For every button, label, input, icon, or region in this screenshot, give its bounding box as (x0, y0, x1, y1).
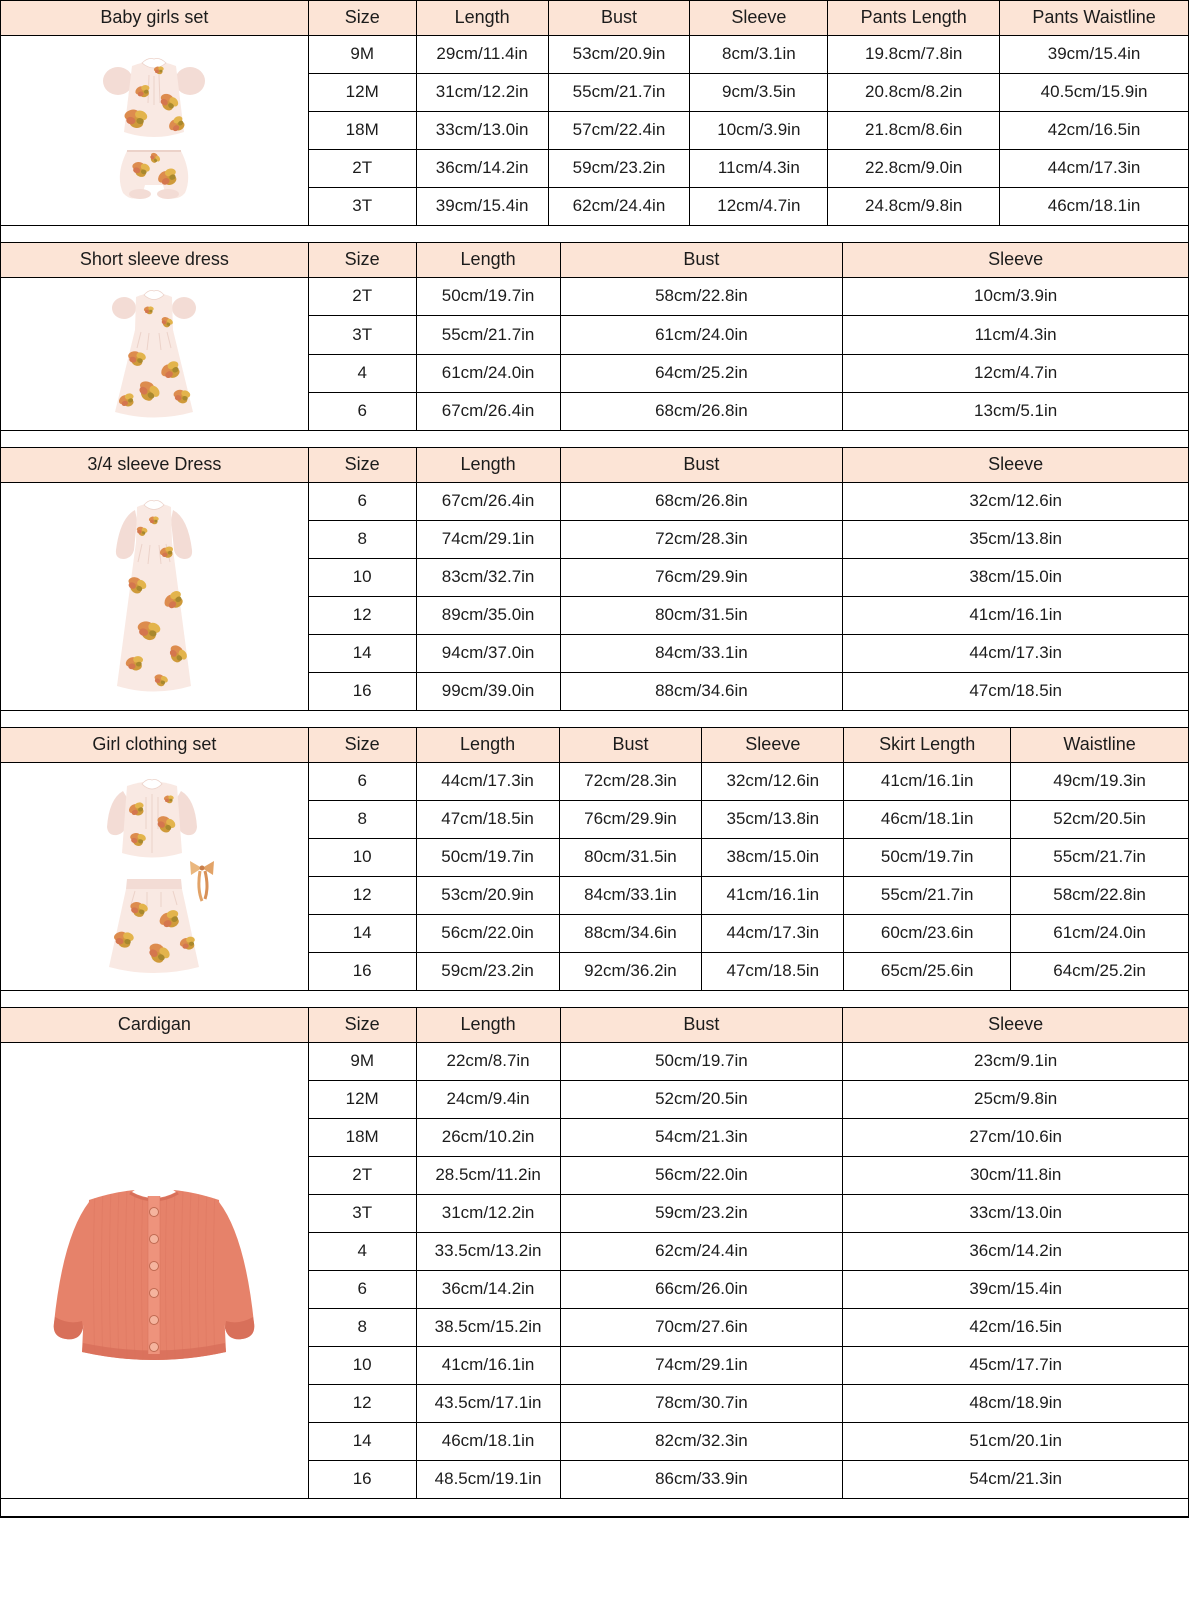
section-table-baby-girls-set (0, 0, 1189, 226)
table-cell: 14 (308, 915, 416, 953)
table-cell: 9M (308, 1043, 416, 1081)
section-table-three-quarter-sleeve-dress (0, 447, 1189, 711)
table-cell: 6 (308, 392, 416, 430)
table-cell: 89cm/35.0in (416, 597, 560, 635)
table-cell: 54cm/21.3in (560, 1119, 843, 1157)
table-cell: 6 (308, 483, 416, 521)
table-cell: 48.5cm/19.1in (416, 1461, 560, 1499)
table-cell: 12 (308, 877, 416, 915)
table-cell: 44cm/17.3in (843, 635, 1189, 673)
table-cell: 29cm/11.4in (416, 36, 548, 74)
table-cell: 10 (308, 1347, 416, 1385)
column-header-size: Size (308, 1008, 416, 1043)
table-cell: 59cm/23.2in (560, 1195, 843, 1233)
table-cell: 31cm/12.2in (416, 1195, 560, 1233)
table-cell: 55cm/21.7in (548, 74, 690, 112)
table-cell: 3T (308, 188, 416, 226)
table-cell: 86cm/33.9in (560, 1461, 843, 1499)
table-cell: 12M (308, 74, 416, 112)
table-cell: 46cm/18.1in (844, 801, 1011, 839)
table-cell: 44cm/17.3in (702, 915, 844, 953)
table-cell: 64cm/25.2in (560, 354, 843, 392)
column-header-sleeve: Sleeve (702, 728, 844, 763)
table-cell: 16 (308, 1461, 416, 1499)
table-cell: 14 (308, 635, 416, 673)
bottom-strip (0, 1499, 1189, 1518)
cardigan-photo (1, 1043, 309, 1499)
product-title-baby-girls-set: Baby girls set (1, 1, 309, 36)
table-cell: 62cm/24.4in (548, 188, 690, 226)
table-cell: 61cm/24.0in (560, 316, 843, 354)
table-cell: 55cm/21.7in (844, 877, 1011, 915)
table-cell: 74cm/29.1in (416, 521, 560, 559)
table-cell: 42cm/16.5in (1000, 112, 1189, 150)
table-cell: 47cm/18.5in (416, 801, 559, 839)
table-cell: 4 (308, 1233, 416, 1271)
column-header-length: Length (416, 243, 560, 278)
section-table-cardigan (0, 1007, 1189, 1499)
table-cell: 12 (308, 1385, 416, 1423)
table-cell: 8cm/3.1in (690, 36, 828, 74)
column-header-size: Size (308, 1, 416, 36)
table-cell: 8 (308, 801, 416, 839)
table-cell: 16 (308, 953, 416, 991)
section-table-girl-clothing-set (0, 727, 1189, 991)
column-header-size: Size (308, 448, 416, 483)
table-cell: 59cm/23.2in (416, 953, 559, 991)
table-cell: 46cm/18.1in (1000, 188, 1189, 226)
column-header-skirt-length: Skirt Length (844, 728, 1011, 763)
table-cell: 74cm/29.1in (560, 1347, 843, 1385)
table-cell: 35cm/13.8in (702, 801, 844, 839)
column-header-bust: Bust (548, 1, 690, 36)
table-cell: 83cm/32.7in (416, 559, 560, 597)
table-cell: 6 (308, 763, 416, 801)
table-cell: 50cm/19.7in (416, 839, 559, 877)
table-cell: 3T (308, 316, 416, 354)
table-cell: 11cm/4.3in (843, 316, 1189, 354)
table-cell: 44cm/17.3in (1000, 150, 1189, 188)
three-quarter-sleeve-dress-photo-svg (79, 490, 229, 704)
table-cell: 18M (308, 1119, 416, 1157)
table-cell: 11cm/4.3in (690, 150, 828, 188)
column-header-length: Length (416, 1008, 560, 1043)
table-cell: 57cm/22.4in (548, 112, 690, 150)
table-cell: 38cm/15.0in (843, 559, 1189, 597)
column-header-bust: Bust (559, 728, 702, 763)
table-cell: 55cm/21.7in (416, 316, 560, 354)
section-gap (0, 711, 1189, 727)
table-cell: 61cm/24.0in (1011, 915, 1189, 953)
table-cell: 9cm/3.5in (690, 74, 828, 112)
table-cell: 88cm/34.6in (559, 915, 702, 953)
table-cell: 18M (308, 112, 416, 150)
section-table-short-sleeve-dress (0, 242, 1189, 431)
table-cell: 84cm/33.1in (559, 877, 702, 915)
girl-clothing-set-photo (1, 763, 309, 991)
table-cell: 46cm/18.1in (416, 1423, 560, 1461)
table-cell: 14 (308, 1423, 416, 1461)
table-cell: 72cm/28.3in (559, 763, 702, 801)
product-title-cardigan: Cardigan (1, 1008, 309, 1043)
table-cell: 36cm/14.2in (843, 1233, 1189, 1271)
table-cell: 28.5cm/11.2in (416, 1157, 560, 1195)
table-cell: 41cm/16.1in (843, 597, 1189, 635)
table-cell: 16 (308, 673, 416, 711)
table-cell: 58cm/22.8in (560, 278, 843, 316)
table-cell: 12cm/4.7in (843, 354, 1189, 392)
column-header-length: Length (416, 728, 559, 763)
product-title-short-sleeve-dress: Short sleeve dress (1, 243, 309, 278)
table-cell: 23cm/9.1in (843, 1043, 1189, 1081)
table-cell: 32cm/12.6in (702, 763, 844, 801)
table-cell: 60cm/23.6in (844, 915, 1011, 953)
table-cell: 68cm/26.8in (560, 483, 843, 521)
table-cell: 56cm/22.0in (416, 915, 559, 953)
column-header-sleeve: Sleeve (843, 448, 1189, 483)
baby-girls-set-photo-svg (79, 45, 229, 217)
table-cell: 8 (308, 1309, 416, 1347)
table-cell: 13cm/5.1in (843, 392, 1189, 430)
table-cell: 2T (308, 278, 416, 316)
table-cell: 38cm/15.0in (702, 839, 844, 877)
table-cell: 33.5cm/13.2in (416, 1233, 560, 1271)
table-cell: 10 (308, 839, 416, 877)
table-cell: 36cm/14.2in (416, 1271, 560, 1309)
table-cell: 44cm/17.3in (416, 763, 559, 801)
table-cell: 24cm/9.4in (416, 1081, 560, 1119)
table-cell: 12cm/4.7in (690, 188, 828, 226)
table-cell: 9M (308, 36, 416, 74)
table-cell: 41cm/16.1in (844, 763, 1011, 801)
table-cell: 39cm/15.4in (416, 188, 548, 226)
table-cell: 67cm/26.4in (416, 483, 560, 521)
table-cell: 50cm/19.7in (560, 1043, 843, 1081)
table-cell: 62cm/24.4in (560, 1233, 843, 1271)
table-cell: 30cm/11.8in (843, 1157, 1189, 1195)
table-cell: 36cm/14.2in (416, 150, 548, 188)
table-cell: 21.8cm/8.6in (828, 112, 1000, 150)
short-sleeve-dress-photo-svg (79, 278, 229, 430)
section-gap (0, 226, 1189, 242)
table-cell: 41cm/16.1in (416, 1347, 560, 1385)
table-cell: 52cm/20.5in (1011, 801, 1189, 839)
table-cell: 32cm/12.6in (843, 483, 1189, 521)
column-header-waistline: Waistline (1011, 728, 1189, 763)
table-cell: 20.8cm/8.2in (828, 74, 1000, 112)
three-quarter-sleeve-dress-photo (1, 483, 309, 711)
product-title-three-quarter-sleeve-dress: 3/4 sleeve Dress (1, 448, 309, 483)
cardigan-photo-svg (29, 1160, 279, 1382)
table-cell: 10 (308, 559, 416, 597)
column-header-pants-waistline: Pants Waistline (1000, 1, 1189, 36)
column-header-bust: Bust (560, 243, 843, 278)
table-cell: 51cm/20.1in (843, 1423, 1189, 1461)
table-cell: 39cm/15.4in (1000, 36, 1189, 74)
table-cell: 31cm/12.2in (416, 74, 548, 112)
column-header-pants-length: Pants Length (828, 1, 1000, 36)
table-cell: 64cm/25.2in (1011, 953, 1189, 991)
table-cell: 49cm/19.3in (1011, 763, 1189, 801)
table-cell: 76cm/29.9in (559, 801, 702, 839)
column-header-bust: Bust (560, 448, 843, 483)
table-cell: 27cm/10.6in (843, 1119, 1189, 1157)
table-cell: 84cm/33.1in (560, 635, 843, 673)
product-title-girl-clothing-set: Girl clothing set (1, 728, 309, 763)
table-cell: 76cm/29.9in (560, 559, 843, 597)
table-cell: 12 (308, 597, 416, 635)
table-cell: 52cm/20.5in (560, 1081, 843, 1119)
table-cell: 40.5cm/15.9in (1000, 74, 1189, 112)
table-cell: 12M (308, 1081, 416, 1119)
table-cell: 26cm/10.2in (416, 1119, 560, 1157)
table-cell: 25cm/9.8in (843, 1081, 1189, 1119)
table-cell: 2T (308, 150, 416, 188)
short-sleeve-dress-photo (1, 278, 309, 431)
table-cell: 78cm/30.7in (560, 1385, 843, 1423)
column-header-sleeve: Sleeve (843, 1008, 1189, 1043)
table-cell: 80cm/31.5in (559, 839, 702, 877)
column-header-length: Length (416, 1, 548, 36)
table-cell: 67cm/26.4in (416, 392, 560, 430)
table-cell: 94cm/37.0in (416, 635, 560, 673)
table-cell: 50cm/19.7in (416, 278, 560, 316)
column-header-size: Size (308, 728, 416, 763)
table-cell: 45cm/17.7in (843, 1347, 1189, 1385)
table-cell: 41cm/16.1in (702, 877, 844, 915)
section-gap (0, 431, 1189, 447)
table-cell: 59cm/23.2in (548, 150, 690, 188)
table-cell: 56cm/22.0in (560, 1157, 843, 1195)
table-cell: 47cm/18.5in (702, 953, 844, 991)
table-cell: 99cm/39.0in (416, 673, 560, 711)
table-cell: 48cm/18.9in (843, 1385, 1189, 1423)
table-cell: 43.5cm/17.1in (416, 1385, 560, 1423)
table-cell: 65cm/25.6in (844, 953, 1011, 991)
table-cell: 22cm/8.7in (416, 1043, 560, 1081)
table-cell: 8 (308, 521, 416, 559)
table-cell: 2T (308, 1157, 416, 1195)
table-cell: 72cm/28.3in (560, 521, 843, 559)
table-cell: 61cm/24.0in (416, 354, 560, 392)
table-cell: 33cm/13.0in (843, 1195, 1189, 1233)
table-cell: 10cm/3.9in (690, 112, 828, 150)
column-header-length: Length (416, 448, 560, 483)
table-cell: 54cm/21.3in (843, 1461, 1189, 1499)
table-cell: 38.5cm/15.2in (416, 1309, 560, 1347)
table-cell: 39cm/15.4in (843, 1271, 1189, 1309)
girl-clothing-set-photo-svg (69, 769, 239, 985)
table-cell: 70cm/27.6in (560, 1309, 843, 1347)
column-header-bust: Bust (560, 1008, 843, 1043)
section-gap (0, 991, 1189, 1007)
table-cell: 92cm/36.2in (559, 953, 702, 991)
table-cell: 68cm/26.8in (560, 392, 843, 430)
table-cell: 55cm/21.7in (1011, 839, 1189, 877)
table-cell: 4 (308, 354, 416, 392)
table-cell: 19.8cm/7.8in (828, 36, 1000, 74)
table-cell: 33cm/13.0in (416, 112, 548, 150)
table-cell: 50cm/19.7in (844, 839, 1011, 877)
table-cell: 47cm/18.5in (843, 673, 1189, 711)
column-header-size: Size (308, 243, 416, 278)
table-cell: 3T (308, 1195, 416, 1233)
table-cell: 42cm/16.5in (843, 1309, 1189, 1347)
table-cell: 58cm/22.8in (1011, 877, 1189, 915)
column-header-sleeve: Sleeve (843, 243, 1189, 278)
table-cell: 24.8cm/9.8in (828, 188, 1000, 226)
table-cell: 66cm/26.0in (560, 1271, 843, 1309)
table-cell: 53cm/20.9in (548, 36, 690, 74)
table-cell: 82cm/32.3in (560, 1423, 843, 1461)
table-cell: 35cm/13.8in (843, 521, 1189, 559)
table-cell: 6 (308, 1271, 416, 1309)
table-cell: 80cm/31.5in (560, 597, 843, 635)
baby-girls-set-photo (1, 36, 309, 226)
table-cell: 22.8cm/9.0in (828, 150, 1000, 188)
table-cell: 10cm/3.9in (843, 278, 1189, 316)
column-header-sleeve: Sleeve (690, 1, 828, 36)
table-cell: 88cm/34.6in (560, 673, 843, 711)
table-cell: 53cm/20.9in (416, 877, 559, 915)
